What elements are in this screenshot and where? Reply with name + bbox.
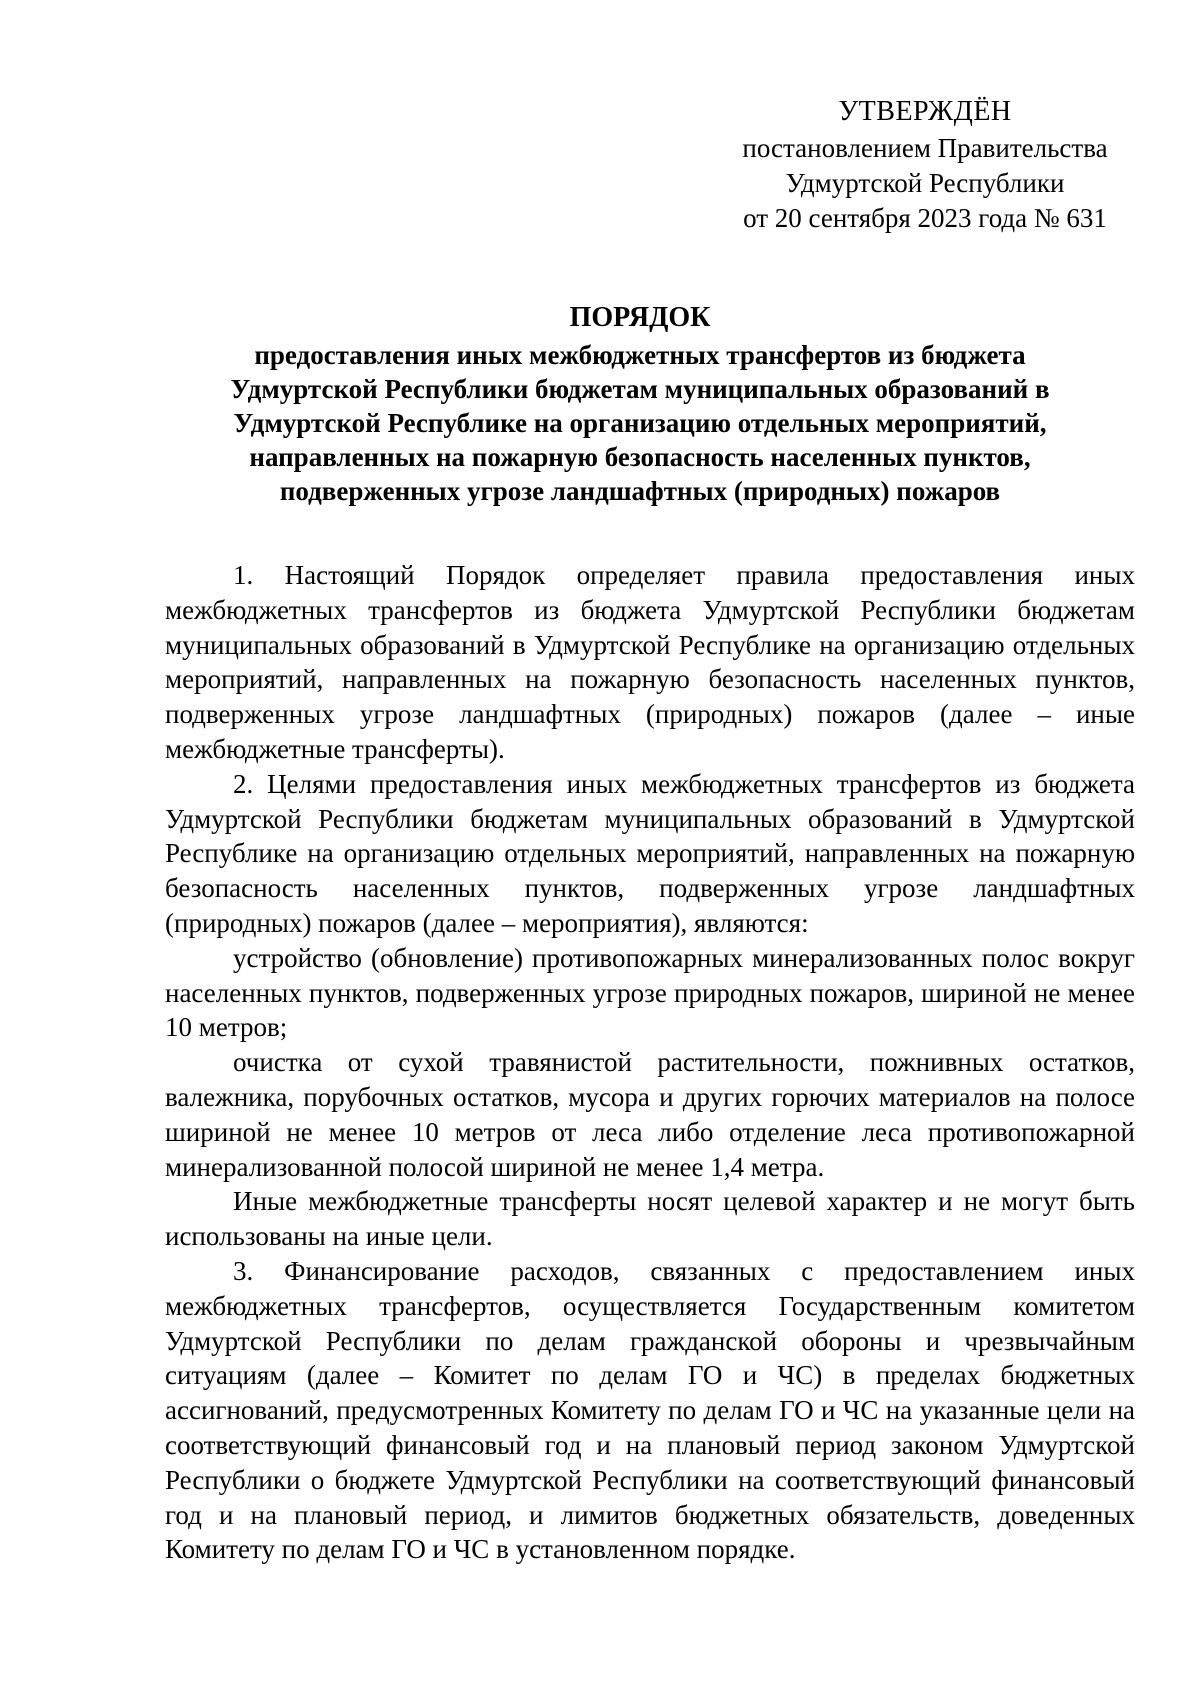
document-subtitle-line: предоставления иных межбюджетных трансфертов из бюджета xyxy=(254,340,1026,370)
approval-line: постановлением Правительства xyxy=(742,133,1108,163)
approval-stamp: УТВЕРЖДЁН xyxy=(838,96,1012,127)
body-paragraph: устройство (обновление) противопожарных минерализованных полос вокруг населенных пунктов, подверженных угрозе природных пожаров, шириной не менее 10 метров; xyxy=(165,942,1135,1043)
body-paragraph: 2. Целями предоставления иных межбюджетных трансфертов из бюджета Удмуртской Республики бюджетам муниципальных образований в Удмуртской Республике на организацию отдельных мероприятий, направленных на пожарную безопасность населенных пунктов, подверженных угрозе ландшафтных (природных) пожаров (далее – мероприятия), являются: xyxy=(165,768,1135,938)
document-body xyxy=(165,558,1135,1567)
approval-line: Удмуртской Республики xyxy=(785,168,1065,198)
body-paragraph: очистка от сухой травянистой растительности, пожнивных остатков, валежника, порубочных остатков, мусора и других горючих материалов на полосе шириной не менее 10 метров от леса либо отделение леса противопожарной минерализованной полосой шириной не менее 1,4 метра. xyxy=(165,1047,1135,1182)
body-paragraph: 3. Финансирование расходов, связанных с предоставлением иных межбюджетных трансфертов, осуществляется Государственным комитетом Удмуртской Республики по делам гражданской обороны и чрезвычайным ситуациям (далее – Комитет по делам ГО и ЧС) в пределах бюджетных ассигнований, предусмотренных Комитету по делам ГО и ЧС на указанные цели на соответствующий финансовый год и на плановый период законом Удмуртской Республики о бюджете Удмуртской Республики на соответствующий финансовый год и на плановый период, и лимитов бюджетных обязательств, доведенных Комитету по делам ГО и ЧС в установленном порядке. xyxy=(165,1255,1135,1565)
body-paragraph: Иные межбюджетные трансферты носят целевой характер и не могут быть использованы на иные цели. xyxy=(165,1186,1135,1252)
approval-line: от 20 сентября 2023 года № 631 xyxy=(743,203,1107,233)
document-subtitle-line: Удмуртской Республики бюджетам муниципальных образований в xyxy=(230,374,1050,404)
document-title: ПОРЯДОК xyxy=(569,302,711,333)
document-title-block xyxy=(160,300,1120,508)
approval-block xyxy=(720,94,1130,236)
document-subtitle-line: Удмуртской Республике на организацию отдельных мероприятий, xyxy=(233,408,1047,438)
document-subtitle-line: направленных на пожарную безопасность населенных пунктов, xyxy=(249,442,1031,472)
document-subtitle-line: подверженных угрозе ландшафтных (природных) пожаров xyxy=(279,476,1001,506)
body-paragraph: 1. Настоящий Порядок определяет правила предоставления иных межбюджетных трансфертов из бюджета Удмуртской Республики бюджетам муниципальных образований в Удмуртской Республике на организацию отдельных мероприятий, направленных на пожарную безопасность населенных пунктов, подверженных угрозе ландшафтных (природных) пожаров (далее – иные межбюджетные трансферты). xyxy=(165,560,1135,764)
